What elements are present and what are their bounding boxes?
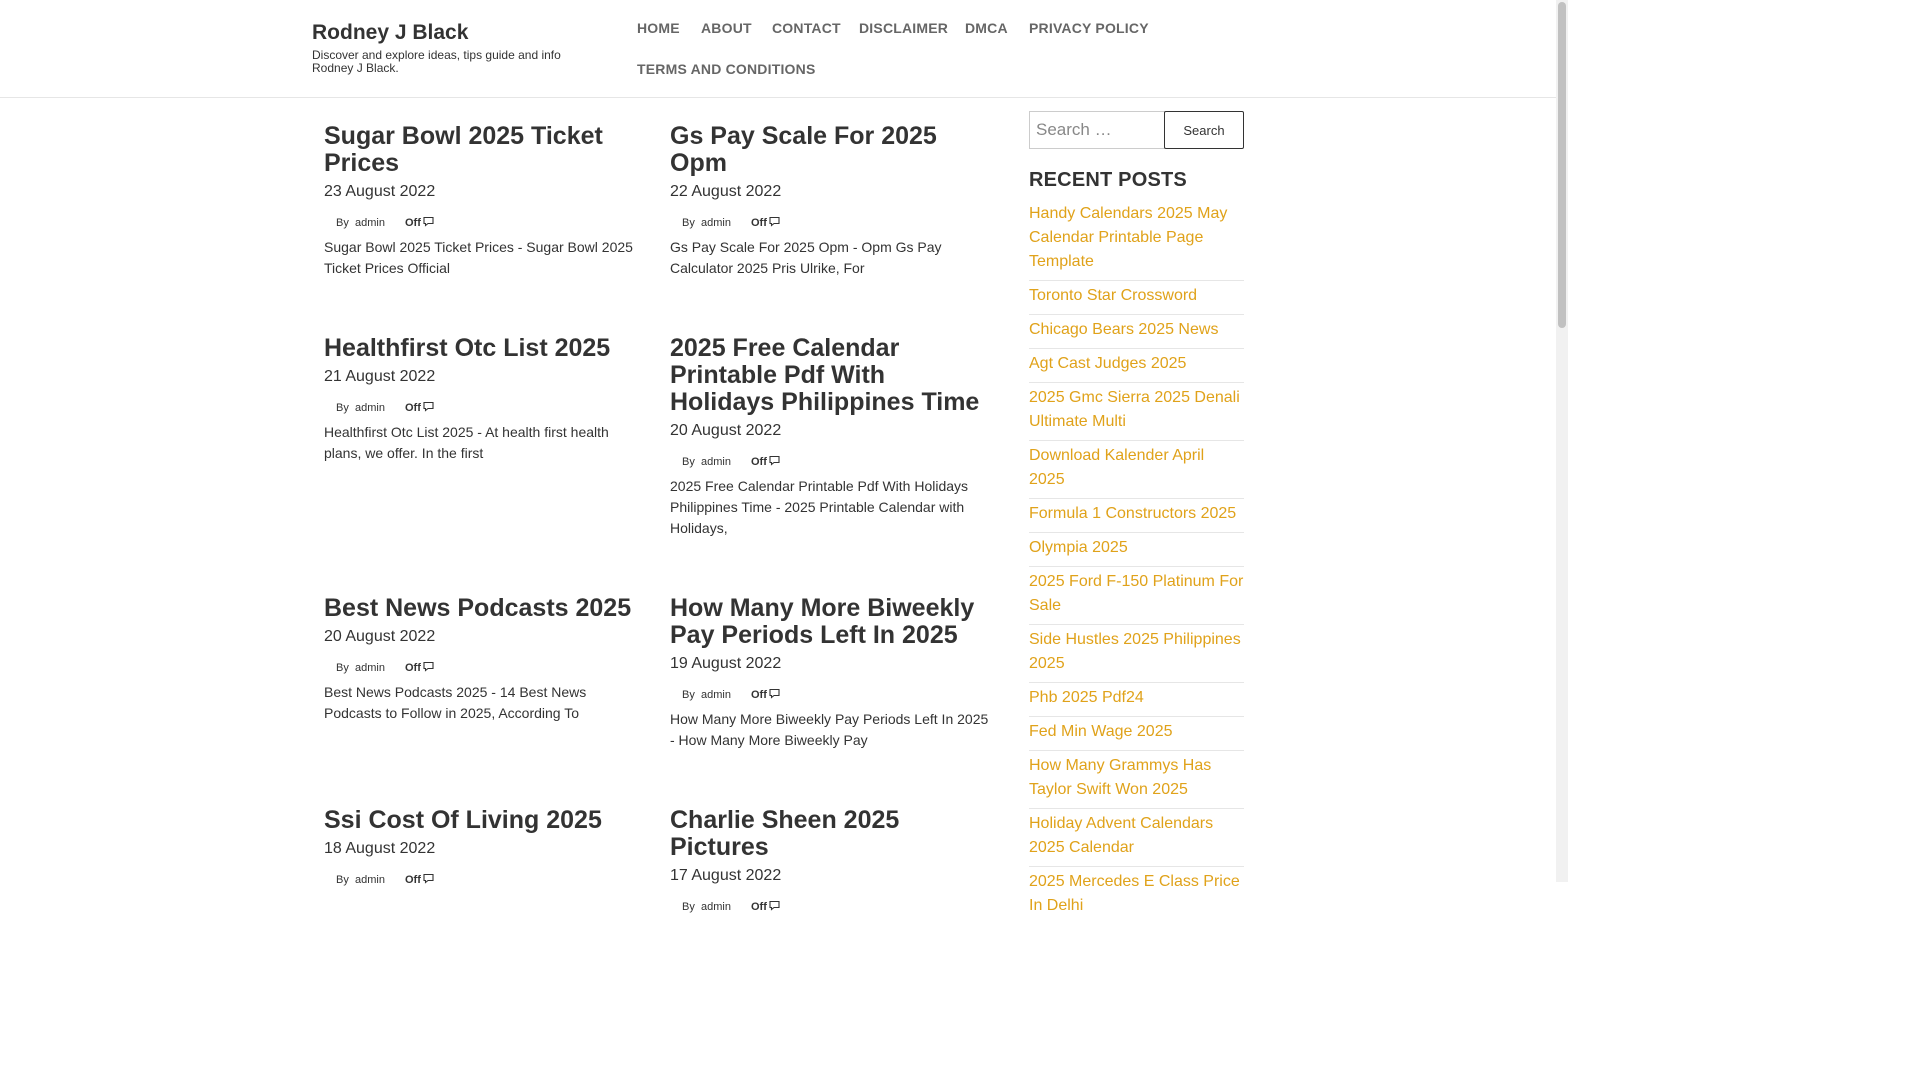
nav-terms-and-conditions[interactable]: TERMS AND CONDITIONS: [637, 61, 816, 77]
recent-post-item: [1029, 499, 1244, 533]
comment-icon: [769, 900, 780, 914]
post-title[interactable]: 2025 Free Calendar Printable Pdf With Holidays Philippines Time: [670, 334, 980, 416]
post-date: 19 August 2022: [670, 655, 782, 672]
post-comments-status: Off: [405, 874, 421, 886]
post-excerpt: Sugar Bowl 2025 Ticket Prices - Sugar Bowl 2025 Ticket Prices Official: [324, 239, 633, 276]
recent-post-link[interactable]: Handy Calendars 2025 May Calendar Printable Page Template: [1029, 205, 1228, 270]
recent-post-link[interactable]: Olympia 2025: [1029, 539, 1128, 556]
recent-post-link[interactable]: Fed Min Wage 2025: [1029, 723, 1173, 740]
recent-post-link[interactable]: Holiday Advent Calendars 2025 Calendar: [1029, 815, 1214, 856]
site-title[interactable]: Rodney J Black: [312, 21, 469, 44]
post-card: [324, 123, 644, 279]
site-description: Discover and explore ideas, tips guide and info Rodney J Black.: [312, 48, 561, 75]
recent-post-item: [1029, 683, 1244, 717]
post-title[interactable]: How Many More Biweekly Pay Periods Left In 2025: [670, 594, 975, 649]
recent-post-link[interactable]: 2025 Gmc Sierra 2025 Denali Ultimate Multi: [1029, 389, 1240, 430]
post-by-label: By: [336, 402, 349, 414]
post-author-link[interactable]: admin: [355, 662, 385, 674]
recent-post-link[interactable]: Toronto Star Crossword: [1029, 287, 1198, 304]
post-by-label: By: [682, 901, 695, 913]
post-author-link[interactable]: admin: [701, 901, 731, 913]
post-meta: [670, 456, 990, 470]
post-comments-status: Off: [405, 662, 421, 674]
post-date: 17 August 2022: [670, 867, 782, 884]
recent-post-link[interactable]: 2025 Mercedes E Class Price In Delhi: [1029, 873, 1240, 914]
nav-dmca[interactable]: DMCA: [965, 20, 1008, 36]
post-excerpt: How Many More Biweekly Pay Periods Left In 2025 - How Many More Biweekly Pay: [670, 711, 989, 748]
search-input[interactable]: [1029, 111, 1165, 149]
post-title[interactable]: Sugar Bowl 2025 Ticket Prices: [324, 122, 603, 177]
recent-post-link[interactable]: Phb 2025 Pdf24: [1029, 689, 1144, 706]
post-card: [670, 335, 990, 539]
nav-about[interactable]: ABOUT: [701, 20, 752, 36]
recent-posts-list: [1029, 199, 1244, 924]
post-author-link[interactable]: admin: [701, 217, 731, 229]
site-branding: [312, 20, 602, 75]
post-card: [324, 595, 644, 724]
post-comments-status: Off: [751, 689, 767, 701]
recent-post-item: [1029, 717, 1244, 751]
site-header: [0, 0, 1556, 98]
page-scrollbar[interactable]: [1556, 0, 1568, 882]
recent-post-item: [1029, 533, 1244, 567]
post-author-link[interactable]: admin: [701, 456, 731, 468]
nav-home[interactable]: HOME: [637, 20, 680, 36]
recent-post-item: [1029, 281, 1244, 315]
post-author-link[interactable]: admin: [355, 874, 385, 886]
recent-post-link[interactable]: Download Kalender April 2025: [1029, 447, 1205, 488]
post-date: 20 August 2022: [324, 628, 436, 645]
post-card: [670, 807, 990, 915]
nav-contact[interactable]: CONTACT: [772, 20, 841, 36]
post-by-label: By: [336, 874, 349, 886]
recent-post-link[interactable]: Agt Cast Judges 2025: [1029, 355, 1187, 372]
recent-post-item: [1029, 867, 1244, 924]
recent-post-item: [1029, 809, 1244, 867]
recent-post-item: [1029, 199, 1244, 281]
post-excerpt: Best News Podcasts 2025 - 14 Best News Podcasts to Follow in 2025, According To: [324, 684, 587, 721]
recent-post-item: [1029, 349, 1244, 383]
post-comments-status: Off: [405, 217, 421, 229]
recent-post-link[interactable]: Side Hustles 2025 Philippines 2025: [1029, 631, 1241, 672]
post-comments-status: Off: [751, 901, 767, 913]
post-meta: [324, 402, 644, 416]
post-date: 20 August 2022: [670, 422, 782, 439]
post-date: 23 August 2022: [324, 183, 436, 200]
post-meta: [324, 217, 644, 231]
comment-icon: [423, 216, 434, 230]
comment-icon: [423, 661, 434, 675]
search-button[interactable]: Search: [1164, 111, 1244, 149]
scrollbar-thumb[interactable]: [1558, 2, 1566, 328]
comment-icon: [423, 401, 434, 415]
recent-posts-heading: RECENT POSTS: [1029, 169, 1187, 191]
post-card: [324, 335, 644, 464]
post-meta: [670, 901, 990, 915]
post-meta: [670, 689, 990, 703]
recent-post-item: [1029, 441, 1244, 499]
recent-post-item: [1029, 625, 1244, 683]
post-author-link[interactable]: admin: [355, 402, 385, 414]
post-comments-status: Off: [751, 456, 767, 468]
post-author-link[interactable]: admin: [701, 689, 731, 701]
comment-icon: [769, 216, 780, 230]
recent-post-item: [1029, 751, 1244, 809]
recent-post-item: [1029, 383, 1244, 441]
post-date: 21 August 2022: [324, 368, 436, 385]
recent-post-item: [1029, 315, 1244, 349]
post-by-label: By: [682, 689, 695, 701]
post-card: [670, 595, 990, 751]
post-card: [324, 807, 644, 888]
post-meta: [670, 217, 990, 231]
post-excerpt: Healthfirst Otc List 2025 - At health first health plans, we offer. In the first: [324, 424, 609, 461]
post-excerpt: Gs Pay Scale For 2025 Opm - Opm Gs Pay Calculator 2025 Pris Ulrike, For: [670, 239, 942, 276]
post-by-label: By: [682, 456, 695, 468]
recent-post-link[interactable]: Formula 1 Constructors 2025: [1029, 505, 1237, 522]
post-date: 22 August 2022: [670, 183, 782, 200]
recent-post-link[interactable]: 2025 Ford F-150 Platinum For Sale: [1029, 573, 1244, 614]
post-meta: [324, 874, 644, 888]
post-title[interactable]: Ssi Cost Of Living 2025: [324, 806, 602, 834]
post-comments-status: Off: [751, 217, 767, 229]
comment-icon: [769, 688, 780, 702]
post-author-link[interactable]: admin: [355, 217, 385, 229]
post-by-label: By: [336, 217, 349, 229]
recent-post-item: [1029, 567, 1244, 625]
post-title[interactable]: Healthfirst Otc List 2025: [324, 334, 611, 362]
comment-icon: [769, 455, 780, 469]
comment-icon: [423, 873, 434, 887]
post-excerpt: 2025 Free Calendar Printable Pdf With Holidays Philippines Time - 2025 Printable Calendar with Holidays,: [670, 478, 969, 536]
post-title[interactable]: Gs Pay Scale For 2025 Opm: [670, 122, 937, 177]
post-meta: [324, 662, 644, 676]
nav-disclaimer[interactable]: DISCLAIMER: [859, 20, 949, 36]
recent-post-link[interactable]: How Many Grammys Has Taylor Swift Won 2025: [1029, 757, 1212, 798]
post-title[interactable]: Best News Podcasts 2025: [324, 594, 632, 622]
post-by-label: By: [682, 217, 695, 229]
post-date: 18 August 2022: [324, 840, 436, 857]
post-comments-status: Off: [405, 402, 421, 414]
nav-privacy-policy[interactable]: PRIVACY POLICY: [1029, 20, 1149, 36]
post-title[interactable]: Charlie Sheen 2025 Pictures: [670, 806, 900, 861]
post-card: [670, 123, 990, 279]
recent-post-link[interactable]: Chicago Bears 2025 News: [1029, 321, 1219, 338]
post-by-label: By: [336, 662, 349, 674]
